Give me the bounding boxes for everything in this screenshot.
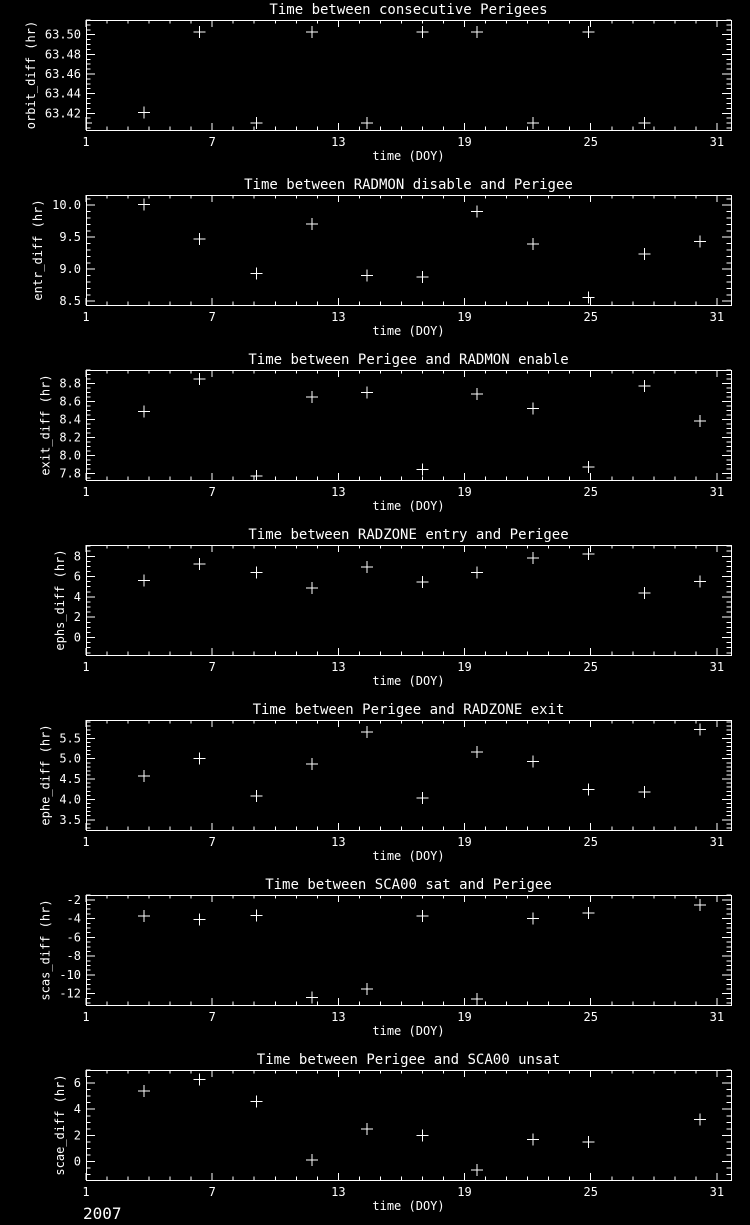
y-axis-label: entr_diff (hr) [31,199,46,301]
plot-title: Time between RADMON disable and Perigee [244,177,573,193]
y-tick-label: 9.0 [59,262,81,277]
x-tick-label: 13 [331,1010,346,1024]
y-tick-label: -10 [59,967,81,982]
y-tick-label: -4 [66,911,81,926]
data-markers [138,1074,706,1177]
y-tick-label: 4 [73,1102,81,1117]
data-markers [80,26,650,129]
y-tick-label: 4.0 [59,792,81,807]
y-axis-label: exit_diff (hr) [38,374,53,476]
x-tick-label: 13 [331,835,346,849]
plot-scae-diff [0,1050,750,1225]
x-tick-label: 13 [331,310,346,324]
y-tick-label: 3.5 [59,812,81,827]
y-tick-label: 5.0 [59,751,81,766]
y-tick-label: 8.0 [59,448,81,463]
y-tick-label: 4 [73,589,81,604]
chart-svg [0,875,750,1050]
chart-text [53,527,724,688]
y-tick-label: 5.5 [59,731,81,746]
x-tick-label: 25 [583,1010,598,1024]
plot-box [87,1071,732,1181]
plot-ephe-diff [0,700,750,875]
x-axis-label: time (DOY) [372,324,445,338]
y-tick-label: 9.5 [59,230,81,245]
x-tick-label: 25 [583,135,598,149]
x-tick-label: 31 [709,835,725,849]
y-tick-label: 8 [73,549,81,564]
chart-text [24,2,724,163]
x-tick-label: 19 [457,1010,472,1024]
y-axis-label: scae_diff (hr) [52,1074,67,1176]
y-tick-label: 7.8 [59,466,81,481]
y-tick-label: 63.46 [44,67,81,81]
axis-ticks [86,720,731,830]
x-tick-label: 31 [709,135,725,149]
x-axis-label: time (DOY) [372,674,445,688]
axis-ticks [86,1070,731,1180]
x-tick-label: 13 [331,660,346,674]
x-tick-label: 7 [208,660,216,674]
plot-title: Time between RADZONE entry and Perigee [248,527,569,543]
y-tick-label: 8.2 [59,430,81,445]
x-tick-label: 13 [331,485,346,499]
chart-text [53,1052,724,1213]
plot-box [87,21,732,131]
plot-box [87,371,732,481]
plot-title: Time between Perigee and SCA00 unsat [256,1052,561,1068]
plot-title: Time between consecutive Perigees [269,2,548,18]
x-tick-label: 1 [82,485,90,499]
data-markers [138,373,706,482]
y-axis-label: ephs_diff (hr) [52,549,67,651]
x-tick-label: 1 [82,1010,90,1024]
y-tick-label: 10.0 [52,198,81,213]
x-tick-label: 31 [709,310,725,324]
x-axis-label: time (DOY) [372,1024,445,1038]
year-label: 2007 [83,1204,122,1223]
plot-orbit-diff [0,0,750,175]
y-tick-label: 6 [73,569,81,584]
x-tick-label: 19 [457,1185,472,1199]
data-markers [138,548,706,599]
data-markers [138,199,706,304]
x-tick-label: 7 [208,485,216,499]
x-tick-label: 25 [583,310,598,324]
y-tick-label: -6 [66,930,81,945]
y-tick-label: -12 [59,986,81,1001]
y-axis-label: ephe_diff (hr) [38,724,53,826]
x-tick-label: 31 [709,485,725,499]
x-axis-label: time (DOY) [372,499,445,513]
plot-ephs-diff [0,525,750,700]
x-tick-label: 7 [208,835,216,849]
chart-svg [0,525,750,700]
x-tick-label: 19 [457,660,472,674]
axis-ticks [86,895,731,1005]
x-tick-label: 1 [82,1185,90,1199]
x-axis-label: time (DOY) [372,849,445,863]
chart-text [38,702,724,863]
axis-ticks [86,545,731,655]
y-tick-label: 63.44 [44,86,81,101]
chart-text [31,177,724,338]
y-tick-label: 0 [73,1154,81,1169]
y-tick-label: 63.48 [44,47,81,62]
chart-text [38,352,724,513]
y-tick-label: 8.4 [59,412,81,427]
y-tick-label: 4.5 [59,772,81,787]
x-tick-label: 1 [82,835,90,849]
x-tick-label: 25 [583,835,598,849]
x-tick-label: 25 [583,1185,598,1199]
plot-entr-diff [0,175,750,350]
x-tick-label: 31 [709,660,725,674]
plot-exit-diff [0,350,750,525]
x-tick-label: 31 [709,1010,725,1024]
y-tick-label: 6 [73,1076,81,1091]
x-tick-label: 19 [457,135,472,149]
axis-ticks [86,195,731,305]
x-tick-label: 19 [457,310,472,324]
x-tick-label: 13 [331,1185,346,1199]
y-tick-label: -2 [66,892,81,907]
x-tick-label: 7 [208,1185,216,1199]
data-markers [138,899,706,1005]
y-tick-label: -8 [66,949,81,964]
y-tick-label: 63.50 [44,27,81,42]
chart-svg [0,1050,750,1225]
x-tick-label: 7 [208,1010,216,1024]
plot-box [87,546,732,656]
chart-svg [0,0,750,175]
x-tick-label: 7 [208,310,216,324]
y-tick-label: 8.5 [59,294,81,309]
x-axis-label: time (DOY) [372,149,445,163]
x-axis-label: time (DOY) [372,1199,445,1213]
x-tick-label: 13 [331,135,346,149]
x-tick-label: 31 [709,1185,725,1199]
x-tick-label: 25 [583,660,598,674]
x-tick-label: 19 [457,485,472,499]
y-tick-label: 2 [73,610,81,625]
x-tick-label: 19 [457,835,472,849]
x-tick-label: 1 [82,310,90,324]
y-axis-label: orbit_diff (hr) [24,20,38,130]
chart-svg [0,175,750,350]
x-tick-label: 7 [208,135,216,149]
y-tick-label: 2 [73,1128,81,1143]
plot-box [87,896,732,1006]
x-tick-label: 1 [82,660,90,674]
y-axis-label: scas_diff (hr) [38,899,53,1001]
plot-title: Time between Perigee and RADMON enable [248,352,569,368]
axis-ticks [86,370,731,480]
plot-title: Time between SCA00 sat and Perigee [265,877,552,893]
axis-ticks [86,20,731,130]
chart-text [38,877,724,1038]
y-tick-label: 8.8 [59,376,81,391]
plot-box [87,721,732,831]
data-markers [138,723,706,803]
y-tick-label: 8.6 [59,394,81,409]
plot-title: Time between Perigee and RADZONE exit [252,702,565,718]
plot-box [87,196,732,306]
chart-svg [0,350,750,525]
x-tick-label: 25 [583,485,598,499]
x-tick-label: 1 [82,135,90,149]
plot-scas-diff [0,875,750,1050]
chart-svg [0,700,750,875]
y-tick-label: 63.42 [44,106,81,121]
y-tick-label: 0 [73,630,81,645]
